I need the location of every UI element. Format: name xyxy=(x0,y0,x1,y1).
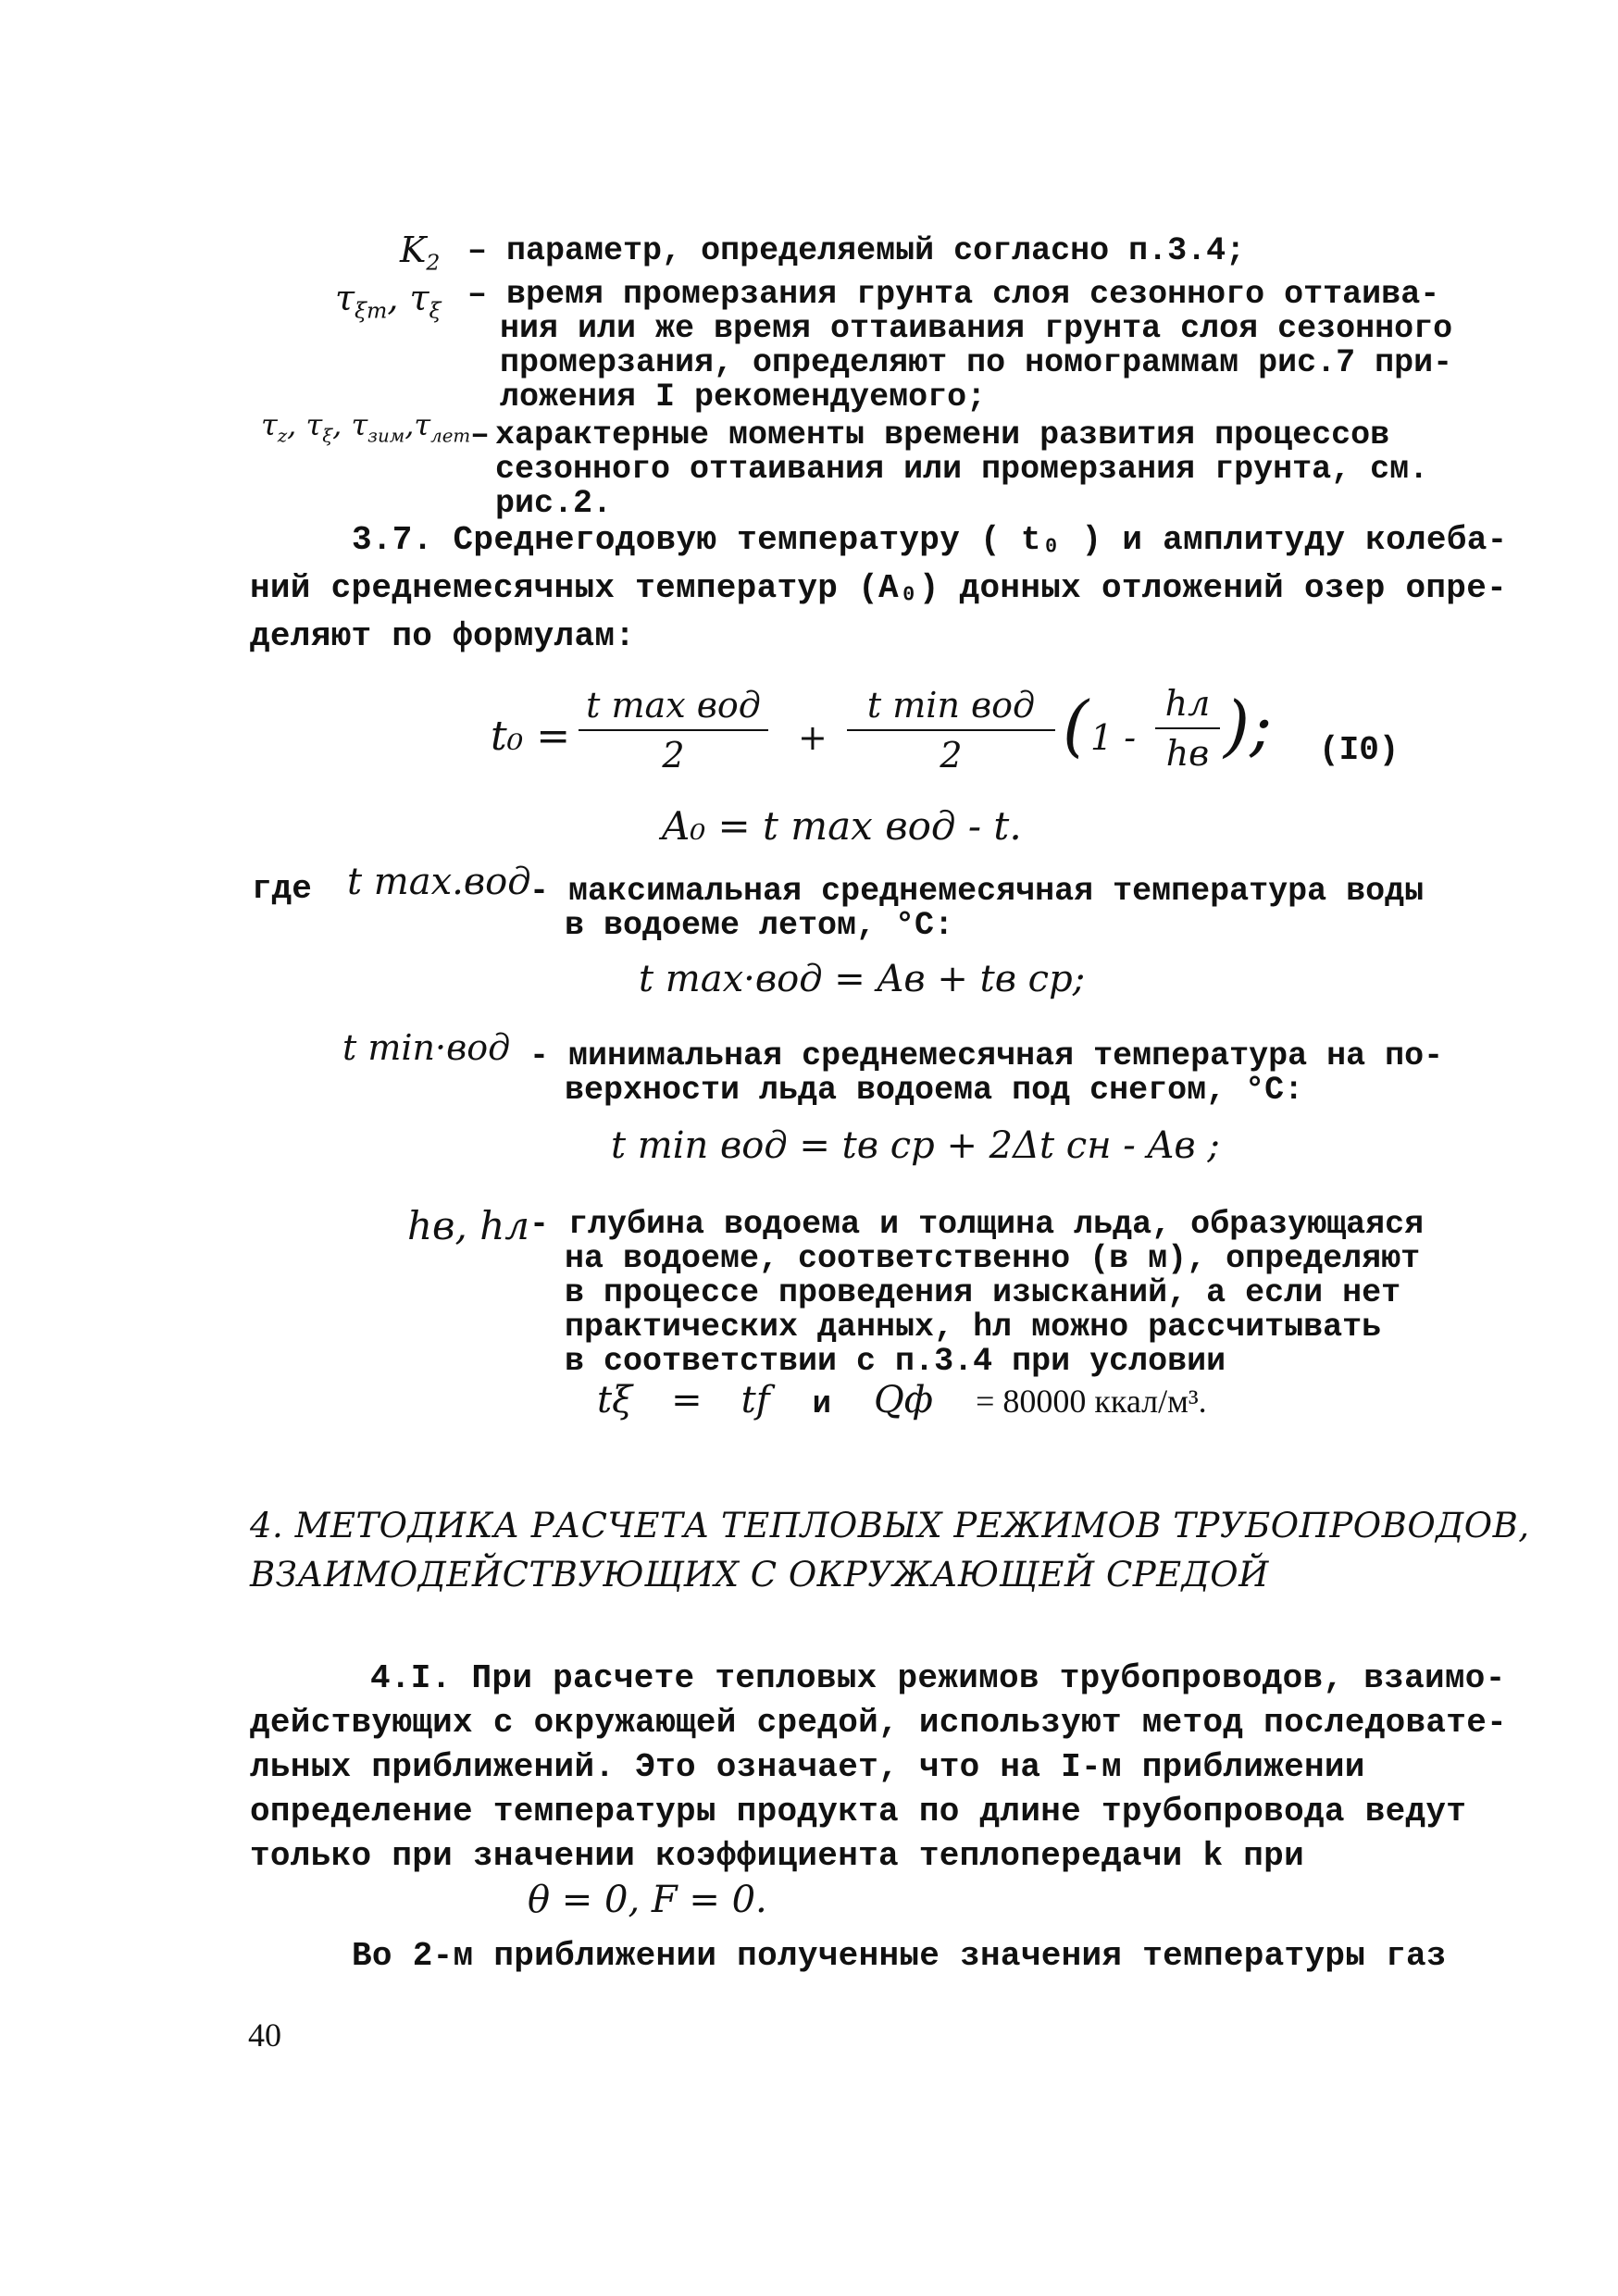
formula10-plus: + xyxy=(798,717,828,758)
symbol-tmax: t max.вод xyxy=(347,861,531,903)
definition-tmax: - максимальная среднемесячная температура воды в водоеме летом, °C: xyxy=(529,873,1425,944)
para-3-7-line-2: ний среднемесячных температур (A₀) донных отложений озер опре- xyxy=(250,569,1508,607)
definition-tau-xi: – время промерзания грунта слоя сезонного оттаива- ния или же время оттаивания грунта слоя сезонного промерзания, определяют по номограммам рис.7 при- ложения I рекомендуемого; xyxy=(467,276,1453,416)
formula10-lhs: t₀ = xyxy=(491,713,571,760)
para-4-1-line-4: определение температуры продукта по длине трубопровода ведут xyxy=(250,1793,1467,1831)
para-4-1-line-3: льных приближений. Это означает, что на I-м приближении xyxy=(250,1748,1365,1786)
formula10-paren-close: ); xyxy=(1224,687,1273,764)
formula-condition: tξ = tf и Qф = 80000 ккал/м³. xyxy=(597,1379,1207,1422)
formula10-frac-min: t min вод 2 xyxy=(847,685,1055,776)
page-number: 40 xyxy=(248,2017,281,2054)
para-3-7-line-1: 3.7. Среднегодовую температуру ( t₀ ) и амплитуду колеба- xyxy=(352,521,1508,559)
para-4-1-line-2: действующих с окружающей средой, используют метод последовате- xyxy=(250,1704,1508,1742)
symbol-tau-xi-m: $\tau_{\xi m}$, $\tau_\xi$ xyxy=(335,278,442,324)
section-4-heading-line-1: 4. МЕТОДИКА РАСЧЕТА ТЕПЛОВЫХ РЕЖИМОВ ТРУБОПРОВОДОВ, xyxy=(250,1506,1530,1545)
definition-tmin: - минимальная среднемесячная температура на по- верхности льда водоема под снегом, °C: xyxy=(529,1037,1444,1109)
symbol-k2: $K_2$ xyxy=(400,230,441,276)
formula10-paren-open: ( xyxy=(1063,687,1089,764)
section-4-heading-line-2: ВЗАИМОДЕЙСТВУЮЩИХ С ОКРУЖАЮЩЕЙ СРЕДОЙ xyxy=(250,1555,1269,1595)
para-4-1-line-1: 4.I. При расчете тепловых режимов трубопроводов, взаимо- xyxy=(370,1659,1506,1697)
para-3-7-line-3: деляют по формулам: xyxy=(250,617,636,655)
last-line: Во 2-м приближении полученные значения температуры газ xyxy=(352,1937,1447,1975)
formula-tmax: t max·вод = Aв + tв ср; xyxy=(639,958,1086,1000)
formula-tmin: t min вод = tв ср + 2Δt сн - Aв ; xyxy=(611,1124,1220,1167)
definition-k2: – параметр, определяемый согласно п.3.4; xyxy=(467,232,1246,269)
para-4-1-line-5: только при значении коэффициента теплопередачи k при xyxy=(250,1837,1304,1875)
formula10-one-minus: 1 - xyxy=(1090,717,1137,758)
formula-theta-f: θ = 0, F = 0. xyxy=(528,1879,767,1921)
formula10-frac-h: hл hв xyxy=(1155,683,1220,774)
dash-tau-moments: – xyxy=(470,416,491,453)
symbol-tmin: t min·вод xyxy=(342,1027,511,1068)
formula-a0: A₀ = t max вод - t. xyxy=(662,803,1022,849)
symbol-tau-moments: $\tau_z$, $\tau_\xi$, $\tau_{зим},\tau_{лет}$ xyxy=(261,407,471,447)
symbol-hv-hl: hв, hл xyxy=(407,1203,529,1248)
formula10-frac-max: t max вод 2 xyxy=(579,685,768,776)
definition-tau-moments: характерные моменты времени развития процессов сезонного оттаивания или промерзания грунта, см. рис.2. xyxy=(495,416,1429,522)
where-label: где xyxy=(252,870,312,908)
formula10-number: (I0) xyxy=(1319,731,1400,769)
definition-hv-hl: - глубина водоема и толщина льда, образующаяся на водоеме, соответственно (в м), определяют в процессе проведения изысканий, а если нет практических данных, hл можно рассчитывать в соответствии с п.3.4 при условии xyxy=(529,1206,1425,1380)
